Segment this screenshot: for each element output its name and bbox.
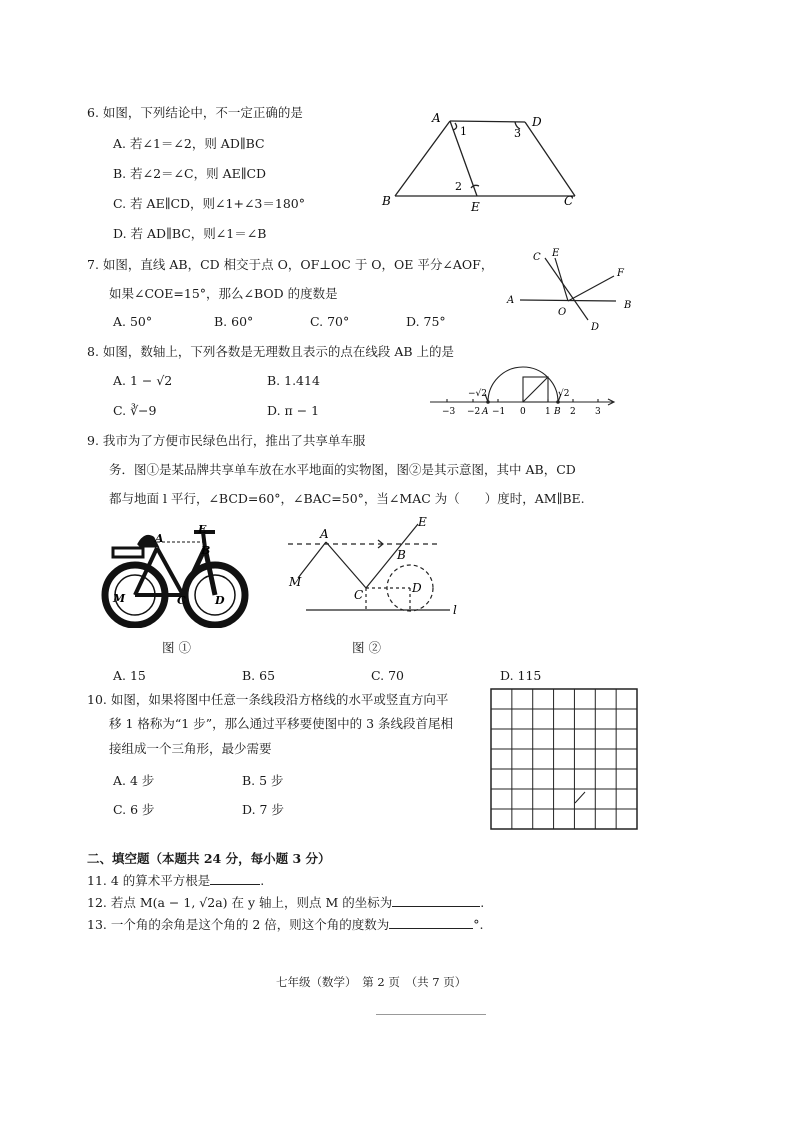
- q8-option-d: D. π − 1: [267, 403, 320, 418]
- q6-segment-ab: [395, 121, 450, 196]
- q7-label-f: F: [617, 268, 624, 279]
- q7-label-a: A: [507, 295, 515, 306]
- q10-option-a: A. 4 步: [113, 773, 155, 788]
- q7-option-c: C. 70°: [310, 314, 350, 329]
- q7-option-b: B. 60°: [214, 314, 254, 329]
- q9-stem-line1: 9. 我市为了方便市民绿色出行，推出了共享单车服: [87, 433, 366, 448]
- q9-fig2-label-e: E: [418, 515, 427, 529]
- q9-fig1-label-m: M: [113, 592, 126, 605]
- page-footer: 七年级（数学） 第 2 页 （共 7 页）: [276, 975, 467, 989]
- q9-fig1-label-d: D: [215, 594, 225, 607]
- q8-option-c: C. ∛−9: [113, 403, 157, 418]
- q8-point-a: [486, 400, 490, 404]
- q7-option-a: A. 50°: [113, 314, 153, 329]
- q9-schematic-figure: [280, 512, 470, 622]
- q13-text: 13. 一个角的余角是这个角的 2 倍，则这个角的度数为: [87, 917, 390, 932]
- q8-tick-label: −3: [442, 407, 456, 417]
- q10-grid-figure: [490, 688, 640, 831]
- q9-segment-am: [298, 542, 326, 578]
- q7-line-cd: [545, 258, 588, 320]
- q9-fig2-label-b: B: [397, 548, 406, 562]
- q8-option-a: A. 1 − √2: [113, 373, 173, 388]
- q6-label-c: C: [564, 194, 574, 208]
- q9-fig2-label-m: M: [289, 575, 302, 589]
- q9-stem-line3: 都与地面 l 平行，∠BCD=60°，∠BAC=50°，当∠MAC 为（ ）度时，AM∥BE.: [109, 491, 585, 506]
- q9-fig2-label-d: D: [412, 581, 422, 595]
- q8-label-b: B: [554, 407, 561, 417]
- q12-text: 12. 若点 M(a − 1, √2a) 在 y 轴上，则点 M 的坐标为: [87, 895, 393, 910]
- q13-line: [87, 915, 484, 933]
- q9-stem-line2: 务．图①是某品牌共享单车放在水平地面的实物图，图②是其示意图，其中 AB，CD: [109, 462, 576, 477]
- q10-stem-line2: 移 1 格称为“1 步”，那么通过平移要使图中的 3 条线段首尾相: [109, 716, 454, 731]
- q11-end: .: [260, 873, 265, 888]
- q11-answer-blank[interactable]: [210, 884, 260, 885]
- q13-answer-blank[interactable]: [389, 928, 473, 929]
- q13-end: °.: [473, 917, 484, 932]
- q9-option-d: D. 115: [500, 668, 542, 683]
- section2-heading: 二、填空题（本题共 24 分，每小题 3 分）: [87, 851, 331, 866]
- q9-fig2-label-l: l: [453, 603, 457, 617]
- q9-bicycle-photo-figure: [95, 518, 255, 628]
- q6-label-a: A: [432, 111, 441, 125]
- q9-fig1-label-a: A: [155, 532, 164, 545]
- q8-tick-label: −1: [492, 407, 506, 417]
- q7-label-b: B: [624, 300, 632, 311]
- q6-angle1-label: 1: [460, 125, 467, 138]
- q7-stem-line2: 如果∠COE=15°，那么∠BOD 的度数是: [109, 286, 338, 301]
- q9-figure1-caption: 图 ①: [162, 640, 191, 655]
- q7-label-e: E: [552, 248, 560, 259]
- q9-segment-ac: [326, 542, 366, 588]
- q7-label-c: C: [533, 252, 541, 263]
- q9-segment-ce: [366, 524, 418, 588]
- q8-label-a: A: [482, 407, 489, 417]
- q8-tick-label: 1: [545, 407, 551, 417]
- q7-lines-figure: [500, 244, 640, 336]
- q9-option-c: C. 70: [371, 668, 404, 683]
- q6-angle2-label: 2: [455, 180, 462, 193]
- q10-option-c: C. 6 步: [113, 802, 155, 817]
- q7-option-d: D. 75°: [406, 314, 446, 329]
- q8-point-b: [556, 400, 560, 404]
- q6-segment-dc: [525, 122, 575, 196]
- q9-fig1-label-c: C: [177, 594, 186, 607]
- q8-number-line-figure: [425, 358, 620, 420]
- q10-grid-lines: [491, 689, 637, 829]
- q9-option-b: B. 65: [242, 668, 276, 683]
- q9-fig1-label-e: E: [198, 523, 207, 536]
- q6-stem: 6. 如图，下列结论中，不一定正确的是: [87, 105, 303, 120]
- q6-label-d: D: [532, 115, 542, 129]
- q8-tick-label: 2: [570, 407, 576, 417]
- q10-segment-mark: [575, 792, 585, 803]
- q11-text: 11. 4 的算术平方根是: [87, 873, 211, 888]
- q6-angle3-label: 3: [514, 127, 521, 140]
- q9-fig2-label-c: C: [354, 588, 364, 602]
- q7-label-o: O: [558, 307, 567, 318]
- q10-option-b: B. 5 步: [242, 773, 284, 788]
- q10-stem-line3: 接组成一个三角形，最少需要: [109, 741, 272, 756]
- footer-divider: [376, 1014, 486, 1015]
- q12-answer-blank[interactable]: [392, 906, 480, 907]
- q6-label-b: B: [382, 194, 391, 208]
- q6-angle2-arc: [471, 185, 479, 188]
- q6-option-b: B. 若∠2＝∠C，则 AE∥CD: [113, 166, 267, 181]
- q8-square-diagonal: [523, 377, 548, 402]
- q12-end: .: [480, 895, 485, 910]
- q6-segment-ad: [450, 121, 525, 122]
- q6-option-d: D. 若 AD∥BC，则∠1＝∠B: [113, 226, 267, 241]
- q10-option-d: D. 7 步: [242, 802, 284, 817]
- q8-root-left-label: −√2: [468, 389, 488, 399]
- q7-ray-oe: [555, 258, 568, 301]
- q6-label-e: E: [471, 200, 480, 214]
- q9-option-a: A. 15: [113, 668, 146, 683]
- q8-tick-label: 3: [595, 407, 601, 417]
- q11-line: [87, 871, 264, 889]
- q7-label-d: D: [591, 322, 600, 333]
- q8-tick-label: −2: [467, 407, 481, 417]
- q8-tick-label: 0: [520, 407, 526, 417]
- q7-ray-of: [568, 276, 614, 301]
- q6-option-c: C. 若 AE∥CD，则∠1+∠3＝180°: [113, 196, 305, 211]
- q10-stem-line1: 10. 如图，如果将图中任意一条线段沿方格线的水平或竖直方向平: [87, 692, 449, 707]
- q6-option-a: A. 若∠1＝∠2，则 AD∥BC: [113, 136, 265, 151]
- q6-trapezoid-figure: [375, 108, 595, 218]
- q8-root-right-label: √2: [558, 389, 570, 399]
- q9-fig1-label-b: B: [201, 544, 211, 557]
- q7-stem-line1: 7. 如图，直线 AB，CD 相交于点 O，OF⊥OC 于 O，OE 平分∠AOF，: [87, 257, 494, 272]
- q12-line: [87, 893, 484, 911]
- q8-stem: 8. 如图，数轴上，下列各数是无理数且表示的点在线段 AB 上的是: [87, 344, 455, 359]
- q8-option-b: B. 1.414: [267, 373, 320, 388]
- q10-grid-border: [491, 689, 637, 829]
- q9-figure2-caption: 图 ②: [352, 640, 381, 655]
- q9-fig2-label-a: A: [320, 527, 329, 541]
